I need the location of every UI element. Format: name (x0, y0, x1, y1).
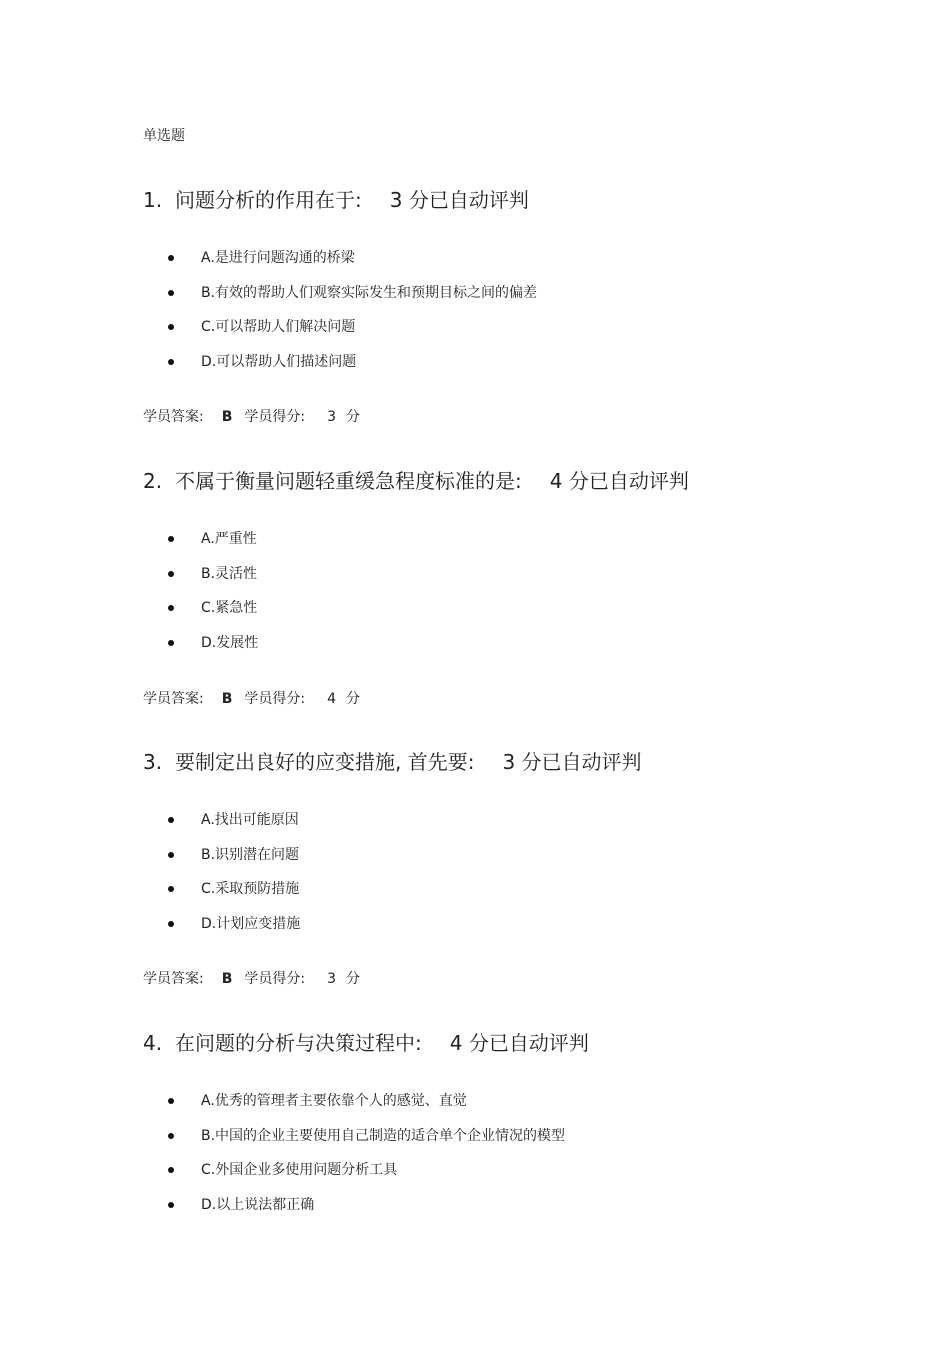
question-text: 要制定出良好的应变措施, 首先要: (175, 750, 475, 774)
question-score: 4 分已自动评判 (549, 469, 689, 493)
question-title (143, 748, 642, 776)
bullet-icon (168, 921, 174, 927)
option-text: C.可以帮助人们解决问题 (201, 319, 356, 335)
question-score: 4 分已自动评判 (449, 1031, 589, 1055)
option-text: C.外国企业多使用问题分析工具 (201, 1162, 398, 1178)
bullet-icon (168, 852, 174, 858)
bullet-icon (168, 255, 174, 261)
bullet-icon (168, 886, 174, 892)
answer-line (143, 969, 360, 989)
student-score: 4 (327, 691, 337, 707)
option-text: D.计划应变措施 (201, 915, 301, 932)
bullet-icon (168, 817, 174, 823)
option-text: B.中国的企业主要使用自己制造的适合单个企业情况的模型 (201, 1127, 566, 1144)
score-unit: 分 (346, 691, 361, 707)
answer-label: 学员答案: (143, 971, 204, 987)
student-answer: B (221, 971, 233, 987)
question-score: 3 分已自动评判 (502, 750, 642, 774)
option-text: C.采取预防措施 (201, 881, 300, 897)
question-title (143, 1029, 589, 1057)
option-text: B.灵活性 (201, 565, 258, 582)
score-unit: 分 (346, 409, 361, 425)
bullet-icon (168, 1167, 174, 1173)
bullet-icon (168, 1202, 174, 1208)
section-title: 单选题 (143, 128, 185, 144)
student-answer: B (221, 691, 233, 707)
option-text: D.可以帮助人们描述问题 (201, 353, 357, 370)
answer-label: 学员答案: (143, 409, 204, 425)
student-score: 3 (327, 409, 337, 425)
question-number: 2. (143, 469, 163, 493)
answer-label: 学员答案: (143, 691, 204, 707)
question-title (143, 467, 689, 495)
option-text: A.优秀的管理者主要依靠个人的感觉、直觉 (201, 1093, 467, 1109)
option-text: D.以上说法都正确 (201, 1196, 315, 1213)
question-number: 4. (143, 1031, 163, 1055)
bullet-icon (168, 536, 174, 542)
bullet-icon (168, 1133, 174, 1139)
bullet-icon (168, 1098, 174, 1104)
bullet-icon (168, 640, 174, 646)
question-score: 3 分已自动评判 (389, 188, 529, 212)
option-text: A.是进行问题沟通的桥梁 (201, 250, 355, 266)
bullet-icon (168, 290, 174, 296)
question-number: 3. (143, 750, 163, 774)
bullet-icon (168, 605, 174, 611)
option-text: B.有效的帮助人们观察实际发生和预期目标之间的偏差 (201, 284, 538, 301)
question-text: 问题分析的作用在于: (175, 188, 362, 212)
question-text: 在问题的分析与决策过程中: (175, 1031, 422, 1055)
bullet-icon (168, 571, 174, 577)
option-text: B.识别潜在问题 (201, 846, 300, 863)
option-text: D.发展性 (201, 634, 259, 651)
bullet-icon (168, 359, 174, 365)
question-text: 不属于衡量问题轻重缓急程度标准的是: (175, 469, 522, 493)
option-text: A.找出可能原因 (201, 812, 299, 828)
student-score: 3 (327, 971, 337, 987)
score-label: 学员得分: (244, 691, 306, 707)
score-label: 学员得分: (244, 409, 306, 425)
answer-line (143, 407, 360, 427)
score-label: 学员得分: (244, 971, 306, 987)
question-number: 1. (143, 188, 163, 212)
bullet-icon (168, 324, 174, 330)
score-unit: 分 (346, 971, 361, 987)
student-answer: B (221, 409, 233, 425)
option-text: A.严重性 (201, 531, 257, 547)
option-text: C.紧急性 (201, 600, 258, 616)
answer-line (143, 689, 360, 709)
question-title (143, 186, 529, 214)
